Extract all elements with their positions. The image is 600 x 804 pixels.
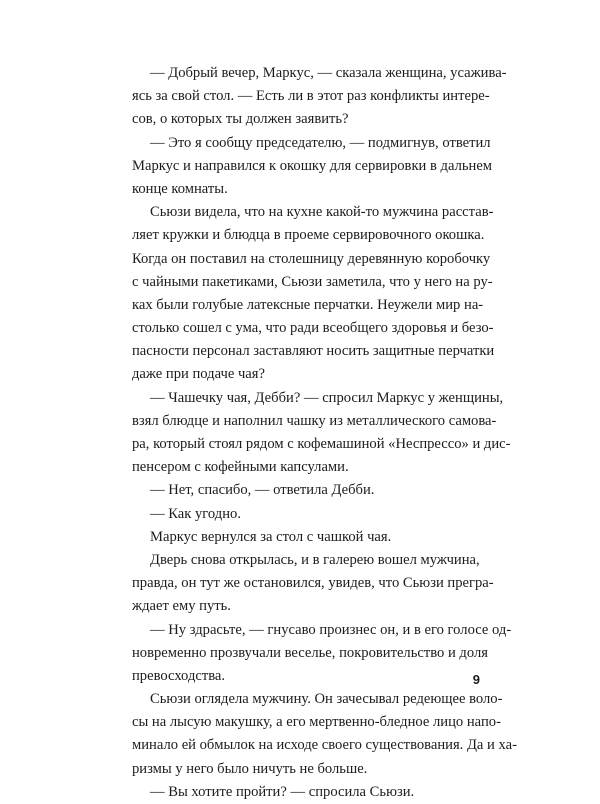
text-line: Сьюзи оглядела мужчину. Он зачесывал редеющее воло- — [150, 691, 503, 708]
text-line: — Как угодно. — [150, 505, 241, 522]
text-line: ясь за свой стол. — Есть ли в этот раз конфликты интере- — [132, 88, 490, 105]
text-line: пенсером с кофейными капсулами. — [132, 459, 349, 476]
text-line: столько сошел с ума, что ради всеобщего здоровья и безо- — [132, 320, 494, 337]
text-line: новременно прозвучали веселье, покровительство и доля — [132, 644, 488, 661]
text-line: — Ну здрасьте, — гнусаво произнес он, и в его голосе од- — [150, 621, 512, 638]
text-line: взял блюдце и наполнил чашку из металлического самова- — [132, 412, 497, 429]
text-line: Маркус и направился к окошку для сервировки в дальнем — [132, 157, 493, 174]
text-line: Дверь снова открылась, и в галерею вошел мужчина, — [150, 551, 480, 568]
text-line: — Вы хотите пройти? — спросила Сьюзи. — [150, 783, 415, 800]
text-line: ках были голубые латексные перчатки. Неужели мир на- — [132, 296, 484, 313]
text-line: Маркус вернулся за стол с чашкой чая. — [150, 528, 392, 545]
text-line: правда, он тут же остановился, увидев, что Сьюзи прегра- — [132, 575, 494, 592]
text-line: ждает ему путь. — [132, 598, 231, 615]
body-text — [132, 62, 517, 804]
text-line: превосходства. — [132, 667, 226, 684]
text-line: ра, который стоял рядом с кофемашиной «Неспрессо» и дис- — [132, 436, 511, 452]
text-line: с чайными пакетиками, Сьюзи заметила, что у него на ру- — [132, 273, 493, 290]
page-number: 9 — [472, 672, 480, 687]
text-line: пасности персонал заставляют носить защитные перчатки — [132, 343, 495, 360]
text-line: Когда он поставил на столешницу деревянную коробочку — [132, 250, 491, 267]
text-line: — Это я сообщу председателю, — подмигнув, ответил — [150, 134, 491, 151]
text-line: сов, о которых ты должен заявить? — [132, 111, 349, 128]
text-line: — Нет, спасибо, — ответила Дебби. — [150, 482, 375, 499]
text-line: — Чашечку чая, Дебби? — спросил Маркус у женщины, — [150, 389, 504, 406]
text-line: Сьюзи видела, что на кухне какой-то мужчина расстав- — [150, 204, 494, 221]
text-line: минало ей обмылок на исходе своего существования. Да и ха- — [132, 737, 517, 754]
text-line: ляет кружки и блюдца в проеме сервировочного окошка. — [132, 227, 485, 244]
text-line: сы на лысую макушку, а его мертвенно-бледное лицо напо- — [132, 714, 501, 731]
text-line: — Добрый вечер, Маркус, — сказала женщина, усажива- — [150, 65, 507, 81]
text-line: конце комнаты. — [132, 180, 228, 197]
text-line: даже при подаче чая? — [132, 366, 265, 383]
text-line: ризмы у него было ничуть не больше. — [132, 760, 368, 777]
